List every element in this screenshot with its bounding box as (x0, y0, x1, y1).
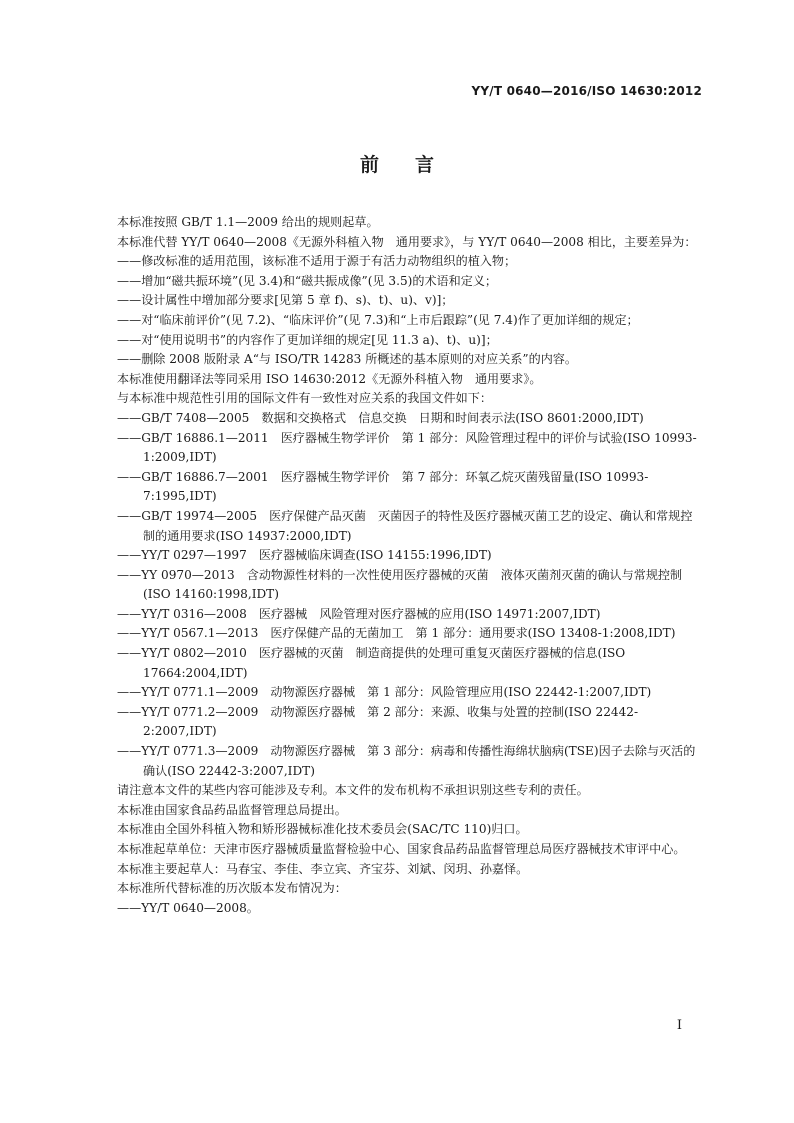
list-item: ——YY/T 0567.1—2013 医疗保健产品的无菌加工 第 1 部分：通用要求(ISO 13408-1:2008,IDT) (117, 626, 676, 641)
paragraph: 本标准所代替标准的历次版本发布情况为： (117, 881, 347, 896)
list-item: ——对“使用说明书”的内容作了更加详细的规定[见 11.3 a)、t)、u)]； (117, 332, 498, 347)
list-item: ——YY/T 0771.2—2009 动物源医疗器械 第 2 部分：来源、收集与处置的控制(ISO 22442-2:2007,IDT) (117, 704, 639, 739)
list-item: ——YY/T 0802—2010 医疗器械的灭菌 制造商提供的处理可重复灭菌医疗器械的信息(ISO 17664:2004,IDT) (117, 646, 626, 680)
list-item: ——YY/T 0640—2008。 (117, 900, 259, 915)
paragraph: 本标准由国家食品药品监督管理总局提出。 (117, 802, 347, 817)
list-item: ——修改标准的适用范围，该标准不适用于源于有活力动物组织的植入物； (117, 254, 517, 269)
paragraph: 本标准主要起草人：马春宝、李佳、李立宾、齐宝芬、刘斌、闵玥、孙嘉怿。 (117, 861, 529, 876)
paragraph: 本标准起草单位：天津市医疗器械质量监督检验中心、国家食品药品监督管理总局医疗器械技术审评中心。 (117, 842, 686, 856)
page-title: 前言 (359, 154, 470, 176)
list-item: ——删除 2008 版附录 A“与 ISO/TR 14283 所概述的基本原则的对应关系”的内容。 (117, 352, 577, 367)
paragraph: 本标准使用翻译法等同采用 ISO 14630:2012《无源外科植入物 通用要求》。 (117, 371, 542, 386)
list-item: ——GB/T 7408—2005 数据和交换格式 信息交换 日期和时间表示法(ISO 8601:2000,IDT) (117, 410, 644, 425)
list-item: ——YY/T 0297—1997 医疗器械临床调查(ISO 14155:1996,IDT) (117, 548, 492, 563)
list-item: ——增加“磁共振环境”(见 3.4)和“磁共振成像”(见 3.5)的术语和定义； (117, 273, 498, 288)
paragraph: 本标准由全国外科植入物和矫形器械标准化技术委员会(SAC/TC 110)归口。 (117, 822, 528, 837)
standard-number-header: YY/T 0640—2016/ISO 14630:2012 (471, 84, 702, 98)
paragraph: 本标准代替 YY/T 0640—2008《无源外科植入物 通用要求》，与 YY/T 0640—2008 相比，主要差异为： (117, 234, 697, 249)
list-item: ——对“临床前评价”(见 7.2)、“临床评价”(见 7.3)和“上市后跟踪”(见 7.4)作了更加详细的规定； (117, 312, 639, 327)
list-item: ——YY/T 0771.3—2009 动物源医疗器械 第 3 部分：病毒和传播性海绵状脑病(TSE)因子去除与灭活的确认(ISO 22442-3:2007,IDT) (117, 744, 696, 778)
list-item: ——YY/T 0771.1—2009 动物源医疗器械 第 1 部分：风险管理应用(ISO 22442-1:2007,IDT) (117, 685, 652, 700)
paragraph: 请注意本文件的某些内容可能涉及专利。本文件的发布机构不承担识别这些专利的责任。 (117, 783, 589, 798)
list-item: ——YY/T 0316—2008 医疗器械 风险管理对医疗器械的应用(ISO 14971:2007,IDT) (117, 606, 601, 621)
list-item: ——GB/T 19974—2005 医疗保健产品灭菌 灭菌因子的特性及医疗器械灭菌工艺的设定、确认和常规控制的通用要求(ISO 14937:2000,IDT) (117, 508, 693, 543)
list-item: ——设计属性中增加部分要求[见第 5 章 f)、s)、t)、u)、v)]； (117, 293, 454, 308)
page-number: I (676, 1018, 682, 1033)
foreword-body (92, 213, 704, 918)
list-item: ——YY 0970—2013 含动物源性材料的一次性使用医疗器械的灭菌 液体灭菌剂灭菌的确认与常规控制(ISO 14160:1998,IDT) (117, 567, 683, 602)
list-item: ——GB/T 16886.1—2011 医疗器械生物学评价 第 1 部分：风险管理过程中的评价与试验(ISO 10993-1:2009,IDT) (117, 430, 697, 465)
list-item: ——GB/T 16886.7—2001 医疗器械生物学评价 第 7 部分：环氧乙烷灭菌残留量(ISO 10993-7:1995,IDT) (117, 469, 649, 504)
paragraph: 本标准按照 GB/T 1.1—2009 给出的规则起草。 (117, 215, 379, 229)
paragraph: 与本标准中规范性引用的国际文件有一致性对应关系的我国文件如下： (117, 391, 492, 406)
